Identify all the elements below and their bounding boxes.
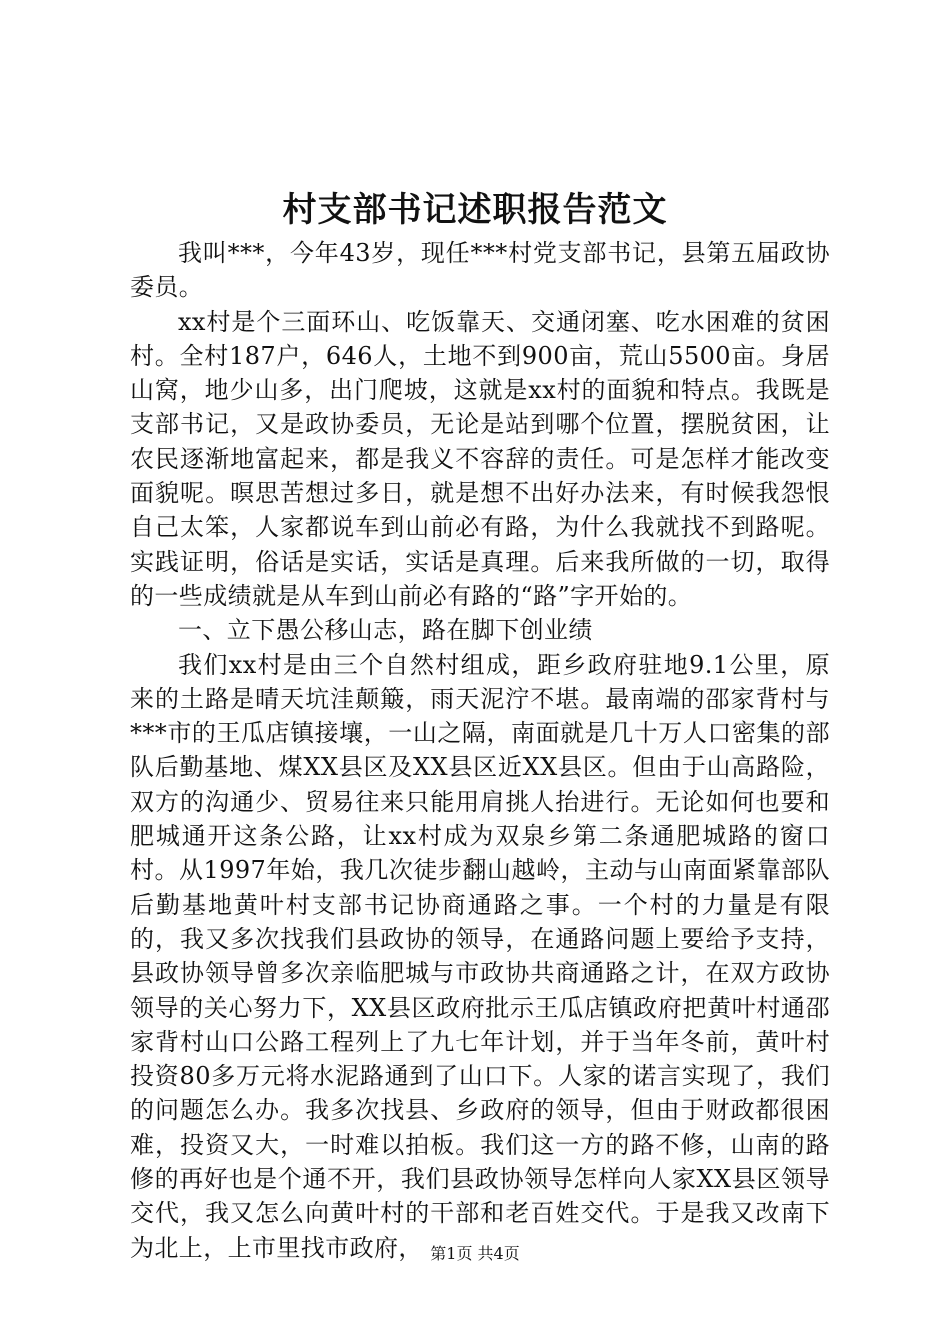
section-heading-1: 一、立下愚公移山志，路在脚下创业绩 <box>178 616 593 645</box>
document-title: 村支部书记述职报告范文 <box>282 190 668 230</box>
page-footer: 第1页 共4页 <box>430 1244 520 1263</box>
paragraph-road-building: 我们xx村是由三个自然村组成，距乡政府驻地9.1公里，原来的土路是晴天坑洼颠簸，雨天泥泞不堪。最南端的邵家背村与***市的王瓜店镇接壤，一山之隔，南面就是几十万人口密集的部队后勤基地、煤XX县区及XX县区近XX县区。但由于山高路险，双方的沟通少、贸易往来只能用肩挑人抬进行。无论如何也要和肥城通开这条公路，让xx村成为双泉乡第二条通肥城路的窗口村。从1997年始，我几次徒步翻山越岭，主动与山南面紧靠部队后勤基地黄叶村支部书记协商通路之事。一个村的力量是有限的，我又多次找我们县政协的领导，在通路问题上要给予支持，县政协领导曾多次亲临肥城与市政协共商通路之计，在双方政协领导的关心努力下，XX县区政府批示王瓜店镇政府把黄叶村通邵家背村山口公路工程列上了九七年计划，并于当年冬前，黄叶村投资80多万元将水泥路通到了山口下。人家的诺言实现了，我们的问题怎么办。我多次找县、乡政府的领导，但由于财政都很困难，投资又大，一时难以拍板。我们这一方的路不修，山南的路修的再好也是个通不开，我们县政协领导怎样向人家XX县区领导交代，我又怎么向黄叶村的干部和老百姓交代。于是我又改南下为北上，上市里找市政府， <box>130 650 830 1262</box>
paragraph-intro: 我叫***，今年43岁，现任***村党支部书记，县第五届政协委员。 <box>130 239 830 302</box>
paragraph-village-overview: xx村是个三面环山、吃饭靠天、交通闭塞、吃水困难的贫困村。全村187户，646人，土地不到900亩，荒山5500亩。身居山窝，地少山多，出门爬坡，这就是xx村的面貌和特点。我既是支部书记，又是政协委员，无论是站到哪个位置，摆脱贫困，让农民逐渐地富起来，都是我义不容辞的责任。可是怎样才能改变面貌呢。暝思苦想过多日，就是想不出好办法来，有时候我怨恨自己太笨，人家都说车到山前必有路，为什么我就找不到路呢。实践证明，俗话是实话，实话是真理。后来我所做的一切，取得的一些成绩就是从车到山前必有路的“路”字开始的。 <box>130 307 830 610</box>
document-body <box>130 236 830 1265</box>
